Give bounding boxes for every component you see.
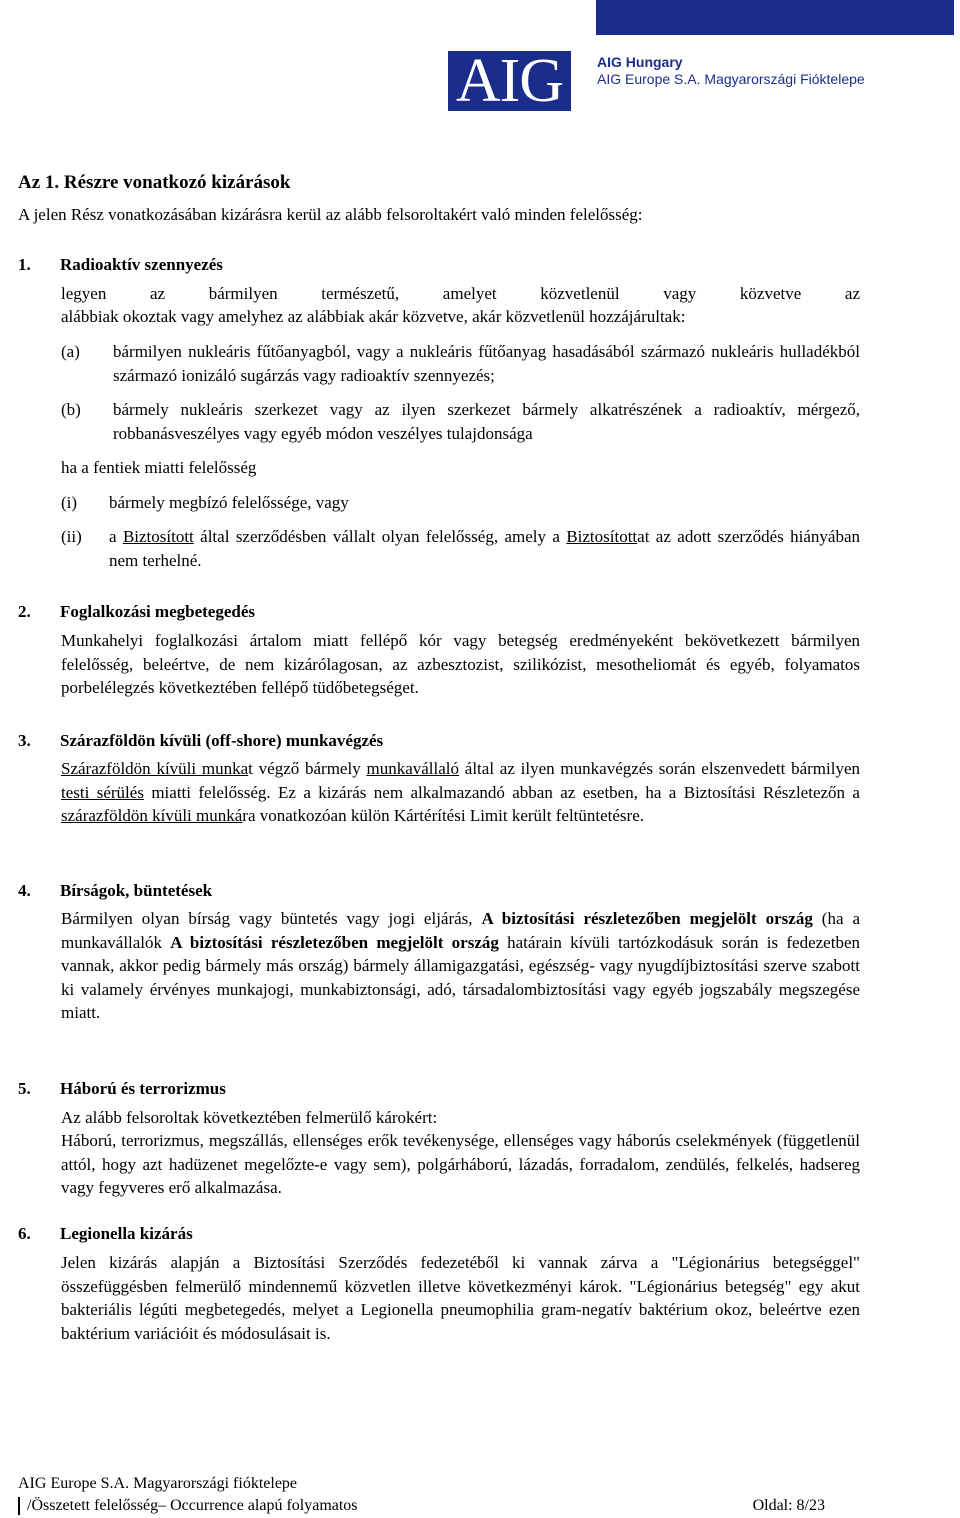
section-2-text: Munkahelyi foglalkozási ártalom miatt fellépő kór vagy betegség eredményeként bekövetkezett bármilyen felelősség, beleértve, de nem kizárólagosan, az azbesztozist, szilikózist, mesotheliomát és egyéb, folyamatos porbelélegzés következtében fellépő tüdőbetegséget.: [61, 631, 860, 697]
section-number: 3.: [18, 731, 31, 750]
item-text: a Biztosított által szerződésben vállalt olyan felelősség, amely a Biztosítottat az adott szerződés hiányában nem terhelné.: [109, 527, 860, 570]
company-block: [597, 54, 865, 88]
page-number: Oldal: 8/23: [752, 1497, 825, 1514]
item-label: (i): [61, 493, 78, 512]
item-text: bármely megbízó felelőssége, vagy: [109, 493, 349, 512]
section-title: Háború és terrorizmus: [60, 1079, 226, 1098]
section-6-heading: [18, 1222, 860, 1246]
item-text: bármilyen nukleáris fűtőanyagból, vagy a nukleáris fűtőanyag hasadásából származó nukleáris hulladékból származó ionizáló sugárzás vagy radioaktív szennyezés;: [113, 342, 860, 385]
section-3-heading: [18, 729, 860, 753]
term-country: A biztosítási részletezőben megjelölt ország: [170, 932, 499, 952]
term-country: A biztosítási részletezőben megjelölt ország: [481, 909, 813, 928]
term-biztositott: Biztosított: [566, 527, 638, 546]
item-label: (a): [61, 342, 80, 361]
footer-document: /Összetett felelősség– Occurrence alapú folyamatos: [27, 1497, 358, 1514]
section-1-item-b: [61, 398, 860, 446]
section-6-text: Jelen kizárás alapján a Biztosítási Szerződés fedezetéből ki vannak zárva a "Légionárius betegséggel" összefüggésben felmerülő mindennemű közvetlen illetve következményi károk. "Légionárius betegség" egy akut bakteriális légúti megbetegedés, melyet a Legionella pneumophilia gram-negatív baktérium okoz, beleértve ezen baktérium variációit és módosulásait is.: [61, 1253, 860, 1343]
company-branch: AIG Europe S.A. Magyarországi Fióktelepe: [597, 71, 865, 87]
section-1-lead-line2: alábbiak okoztak vagy amelyhez az alábbiak akár közvetve, akár közvetlenül hozzájárultak:: [61, 307, 686, 326]
section-4-text: Bármilyen olyan bírság vagy büntetés vagy jogi eljárás, A biztosítási részletezőben megjelölt ország (ha a munkavállalók A biztosítási részletezőben megjelölt ország határain kívüli tartózkodásuk során is fedezetben vannak, akkor pedig bármely más ország) bármely államigazgatási, egészség- vagy nyugdíjbiztosítási szerve szabott ki valamely érvényes munkajogi, munkabiztonsági, adó, társadalombiztosítási vagy egyéb jogszabály megszegése miatt.: [61, 909, 860, 1022]
term-offshore-work: szárazföldön kívüli munká: [61, 806, 243, 825]
section-1-condition: ha a fentiek miatti felelősség: [61, 458, 257, 477]
term-bodily-injury: testi sérülés: [61, 782, 144, 802]
section-5-heading: [18, 1077, 860, 1101]
section-title: Foglalkozási megbetegedés: [60, 602, 255, 621]
section-5-text: Háború, terrorizmus, megszállás, ellenséges erők tevékenysége, ellenséges vagy háborús cselekmények (függetlenül attól, hogy azt hadüzenet megelőzte-e vagy sem), polgárháború, lázadás, forradalom, zendülés, felkelés, hadsereg vagy fegyveres erő alkalmazása.: [61, 1131, 860, 1197]
section-number: 2.: [18, 602, 31, 621]
section-number: 4.: [18, 881, 31, 900]
section-number: 5.: [18, 1079, 31, 1098]
header-color-bar: [596, 0, 954, 35]
term-biztositott: Biztosított: [122, 527, 194, 546]
item-label: (ii): [61, 527, 82, 546]
section-number: 1.: [18, 255, 31, 274]
section-number: 6.: [18, 1224, 31, 1243]
section-3-text: Szárazföldön kívüli munkat végző bármely munkavállaló által az ilyen munkavégzés során elszenvedett bármilyen testi sérülés miatti felelősség. Ez a kizárás nem alkalmazandó abban az esetben, ha a Biztosítási Részletezőn a szárazföldön kívüli munkára vonatkozóan külön Kártérítési Limit került feltüntetésre.: [61, 759, 861, 825]
section-title: Radioaktív szennyezés: [60, 255, 223, 274]
item-text: bármely nukleáris szerkezet vagy az ilyen szerkezet bármely alkatrészének a radioaktív, mérgező, robbanásveszélyes vagy egyéb módon veszélyes tulajdonsága: [113, 400, 860, 443]
page-title: Az 1. Részre vonatkozó kizárások: [18, 172, 291, 193]
section-title: Szárazföldön kívüli (off-shore) munkavégzés: [60, 731, 384, 750]
item-label: (b): [61, 400, 81, 419]
section-1-item-i: [61, 491, 860, 515]
section-1-lead-line1: legyen az bármilyen természetű, amelyet közvetlenül vagy közvetve az: [61, 284, 860, 303]
section-title: Bírságok, büntetések: [60, 881, 213, 900]
section-1-item-ii: [61, 525, 860, 573]
footer-company: AIG Europe S.A. Magyarországi fióktelepe: [18, 1475, 298, 1492]
intro-text: A jelen Rész vonatkozásában kizárásra kerül az alább felsoroltakért való minden felelősség:: [18, 205, 643, 224]
section-4-heading: [18, 879, 860, 903]
section-5-intro: Az alább felsoroltak következtében felmerülő károkért:: [61, 1108, 438, 1127]
term-offshore-work: Szárazföldön kívüli munka: [61, 759, 249, 778]
section-title: Legionella kizárás: [60, 1224, 193, 1243]
aig-logo: AIG: [448, 51, 571, 111]
section-1-item-a: [61, 340, 860, 388]
footer-divider: [18, 1497, 20, 1515]
section-1-heading: [18, 253, 860, 277]
term-employee: munkavállaló: [366, 759, 460, 778]
section-2-heading: [18, 600, 860, 624]
company-name: AIG Hungary: [597, 54, 683, 70]
